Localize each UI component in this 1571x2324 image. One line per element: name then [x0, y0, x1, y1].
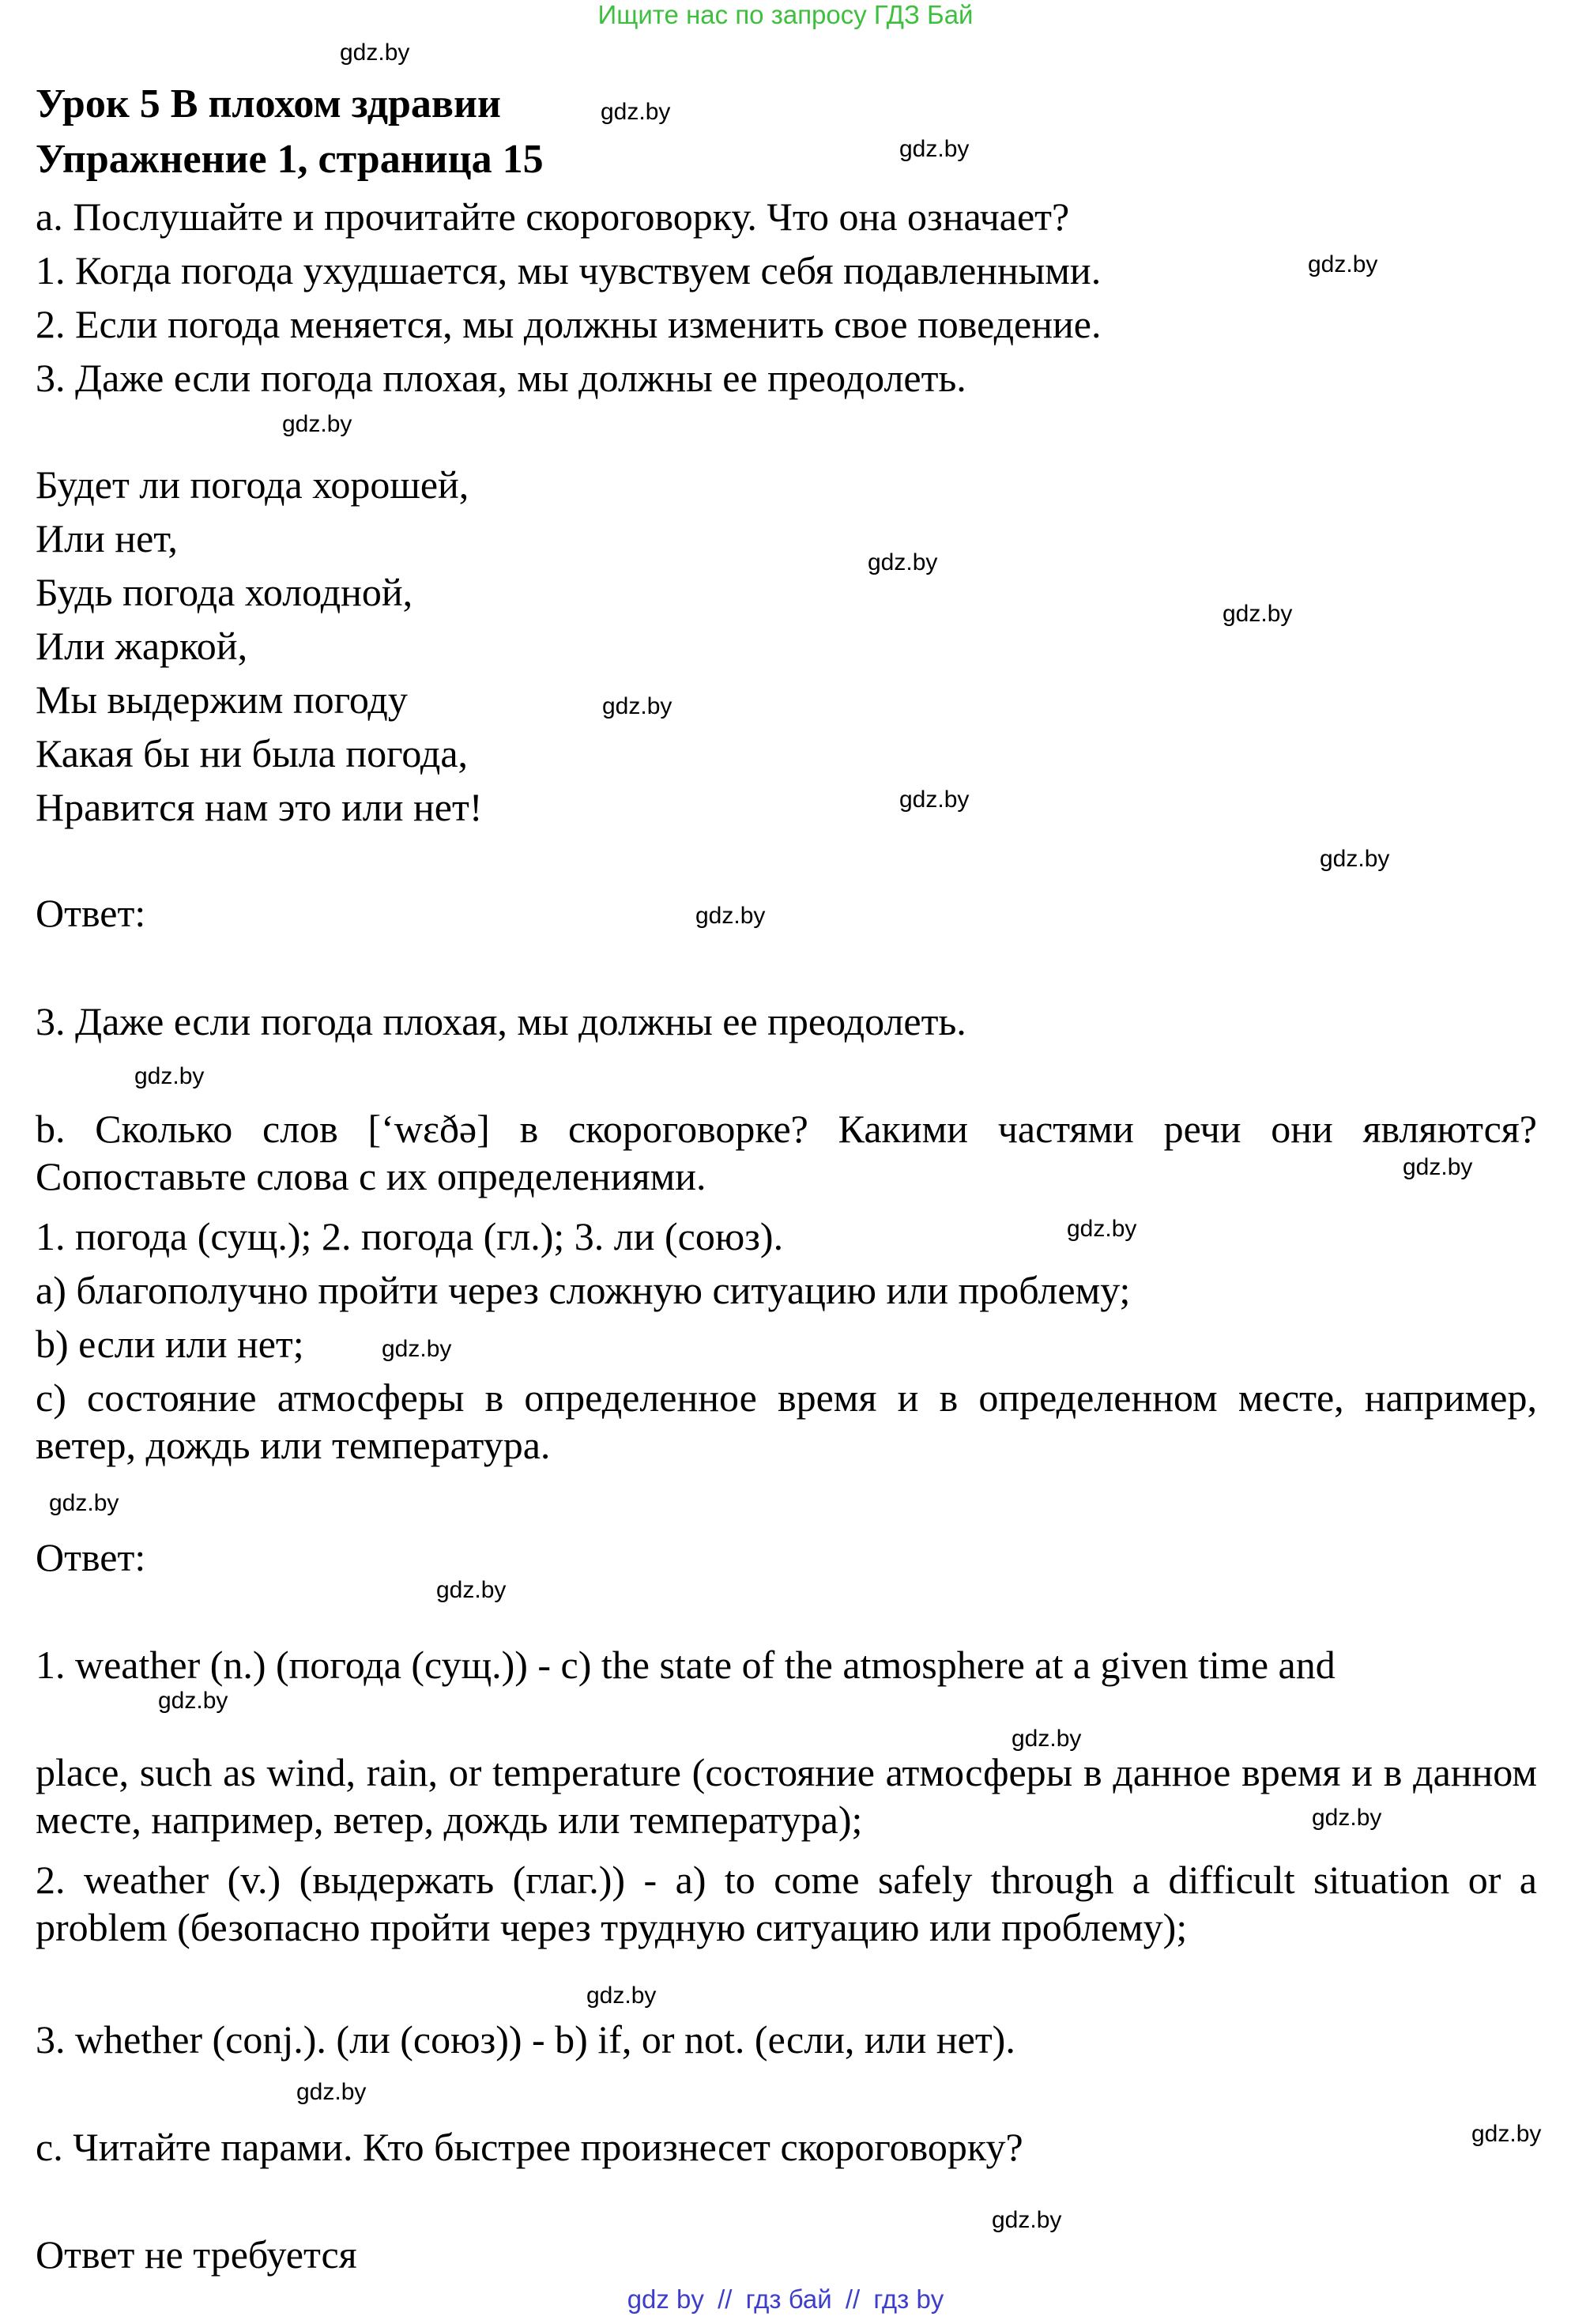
search-banner[interactable]: Ищите нас по запросу ГДЗ Бай [597, 0, 974, 29]
watermark: gdz.by [1403, 1154, 1473, 1180]
part-a-option: 3. Даже если погода плохая, мы должны ее преодолеть. [36, 356, 966, 400]
part-b-definition: c) состояние атмосферы в определенное время и в определенном месте, например, ветер, дождь или температура. [36, 1375, 1537, 1467]
part-a-answer: 3. Даже если погода плохая, мы должны ее преодолеть. [36, 999, 966, 1043]
part-b-answer: place, such as wind, rain, or temperature (состояние атмосферы в данное время и в данном месте, например, ветер, дождь или температура); [36, 1750, 1537, 1842]
poem-line: Будет ли погода хорошей, [36, 462, 469, 507]
watermark: gdz.by [134, 1063, 205, 1089]
watermark: gdz.by [695, 903, 766, 929]
part-b-answer: 3. whether (conj.). (ли (союз)) - b) if, or not. (если, или нет). [36, 2017, 1015, 2062]
watermark: gdz.by [1308, 251, 1378, 277]
footer-link[interactable]: гдз бай [745, 2284, 832, 2314]
part-b-words: 1. погода (сущ.); 2. погода (гл.); 3. ли (союз). [36, 1214, 784, 1258]
answer-label: Ответ: [36, 891, 146, 935]
part-c-answer: Ответ не требуется [36, 2232, 357, 2277]
part-b-answer: 2. weather (v.) (выдержать (глаг.)) - a) to come safely through a difficult situation or a problem (безопасно пройти через трудную ситуацию или проблему); [36, 1858, 1537, 1949]
watermark: gdz.by [868, 549, 938, 575]
part-a-option: 2. Если погода меняется, мы должны изменить свое поведение. [36, 302, 1102, 346]
watermark: gdz.by [602, 693, 672, 719]
poem-line: Нравится нам это или нет! [36, 785, 483, 829]
watermark: gdz.by [436, 1577, 507, 1603]
part-b-answer: 1. weather (n.) (погода (сущ.)) - c) the state of the atmosphere at a given time and [36, 1643, 1336, 1687]
part-a-question: a. Послушайте и прочитайте скороговорку. Что она означает? [36, 194, 1070, 239]
watermark: gdz.by [586, 1983, 657, 2009]
exercise-heading: Упражнение 1, страница 15 [36, 137, 544, 182]
answer-label: Ответ: [36, 1535, 146, 1579]
watermark: gdz.by [899, 136, 970, 162]
part-c-question: c. Читайте парами. Кто быстрее произнесет скороговорку? [36, 2125, 1023, 2169]
footer-separator: // [718, 2284, 733, 2314]
watermark: gdz.by [992, 2207, 1062, 2233]
poem-line: Какая бы ни была погода, [36, 731, 469, 775]
poem-line: Будь погода холодной, [36, 570, 413, 614]
part-b-definition: b) если или нет; [36, 1322, 304, 1366]
watermark: gdz.by [1312, 1805, 1382, 1831]
footer-links [0, 2284, 1571, 2315]
watermark: gdz.by [1471, 2121, 1542, 2147]
watermark: gdz.by [296, 2079, 367, 2105]
poem-line: Мы выдержим погоду [36, 677, 408, 722]
watermark: gdz.by [49, 1490, 119, 1516]
watermark: gdz.by [340, 40, 410, 66]
watermark: gdz.by [282, 411, 352, 437]
lesson-title: Урок 5 В плохом здравии [36, 81, 501, 126]
watermark: gdz.by [1223, 601, 1293, 627]
part-b-definition: a) благополучно пройти через сложную ситуацию или проблему; [36, 1268, 1131, 1312]
watermark: gdz.by [158, 1688, 228, 1714]
poem-line: Или нет, [36, 516, 178, 560]
part-a-option: 1. Когда погода ухудшается, мы чувствуем себя подавленными. [36, 248, 1102, 292]
watermark: gdz.by [1012, 1726, 1082, 1752]
watermark: gdz.by [1320, 846, 1390, 872]
part-b-question: b. Сколько слов [ʻwɛðə] в скороговорке? Какими частями речи они являются? Сопоставьте слова с их определениями. [36, 1107, 1537, 1198]
footer-link[interactable]: gdz by [627, 2284, 704, 2314]
watermark: gdz.by [899, 787, 970, 813]
poem-line: Или жаркой, [36, 624, 248, 668]
footer-separator: // [845, 2284, 861, 2314]
watermark: gdz.by [1067, 1216, 1137, 1242]
footer-link[interactable]: гдз by [873, 2284, 944, 2314]
watermark: gdz.by [601, 99, 671, 125]
watermark: gdz.by [382, 1336, 452, 1362]
